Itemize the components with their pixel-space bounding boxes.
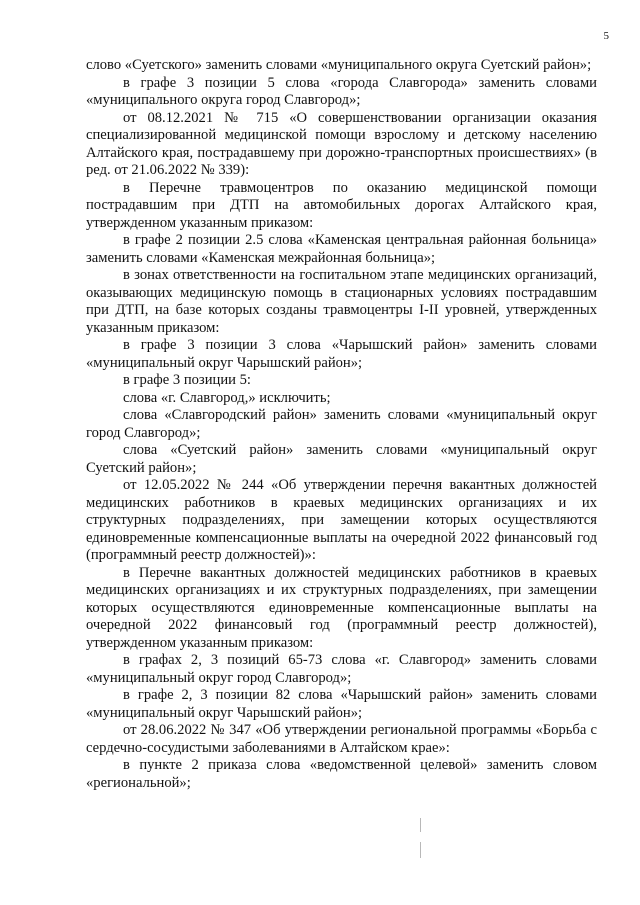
document-body xyxy=(86,57,597,792)
paragraph: слова «г. Славгород,» исключить; xyxy=(123,389,331,406)
paragraph: в графе 2 позиции 2.5 слова «Каменская центральная районная больница» заменить словами «Каменская межрайонная больница»; xyxy=(86,232,597,266)
paragraph: слово «Суетского» заменить словами «муниципального округа Суетский район»; xyxy=(86,57,592,73)
paragraph: в графе 3 позиции 5 слова «города Славгорода» заменить словами «муниципального округа город Славгород»; xyxy=(86,74,597,108)
paragraph: от 28.06.2022 № 347 «Об утверждении региональной программы «Борьба с сердечно-сосудистыми заболеваниями в Алтайском крае»: xyxy=(86,722,597,756)
page-number: 5 xyxy=(603,30,609,42)
paragraph: слова «Суетский район» заменить словами «муниципальный округ Суетский район»; xyxy=(86,442,597,476)
paragraph: в графе 3 позиции 3 слова «Чарышский район» заменить словами «муниципальный округ Чарышский район»; xyxy=(86,337,597,371)
paragraph: в пункте 2 приказа слова «ведомственной целевой» заменить словом «региональной»; xyxy=(86,757,597,791)
paragraph: в графе 3 позиции 5: xyxy=(123,372,251,388)
paragraph: слова «Славгородский район» заменить словами «муниципальный округ город Славгород»; xyxy=(86,407,597,441)
paragraph: в Перечне вакантных должностей медицинских работников в краевых медицинских организациях и их структурных подразделениях, при замещении которых осуществляются единовременные компенсационные выплаты на очередной 2022 финансовый год (программный реестр должностей), утвержденном указанным приказом: xyxy=(86,564,597,651)
scan-artifact-mark xyxy=(420,842,421,858)
paragraph: в графах 2, 3 позиций 65-73 слова «г. Славгород» заменить словами «муниципальный округ город Славгород»; xyxy=(86,652,597,686)
paragraph: от 12.05.2022 № 244 «Об утверждении перечня вакантных должностей медицинских работников в краевых медицинских организациях и их структурных подразделениях, при замещении которых осуществляются единовременные компенсационные выплаты на очередной 2022 финансовый год (программный реестр должностей)»: xyxy=(86,477,597,563)
paragraph: в зонах ответственности на госпитальном этапе медицинских организаций, оказывающих медицинскую помощь в стационарных условиях пострадавшим при ДТП, на базе которых созданы травмоцентры I-II уровней, утвержденных указанным приказом: xyxy=(86,267,597,336)
paragraph: от 08.12.2021 № 715 «О совершенствовании организации оказания специализированной медицинской помощи взрослому и детскому населению Алтайского края, пострадавшему при дорожно-транспортных происшествиях» (в ред. от 21.06.2022 № 339): xyxy=(86,109,597,178)
paragraph: в Перечне травмоцентров по оказанию медицинской помощи пострадавшим при ДТП на автомобильных дорогах Алтайского края, утвержденном указанным приказом: xyxy=(86,179,597,231)
scan-artifact-mark xyxy=(420,818,421,832)
paragraph: в графе 2, 3 позиции 82 слова «Чарышский район» заменить словами «муниципальный округ Чарышский район»; xyxy=(86,687,597,721)
